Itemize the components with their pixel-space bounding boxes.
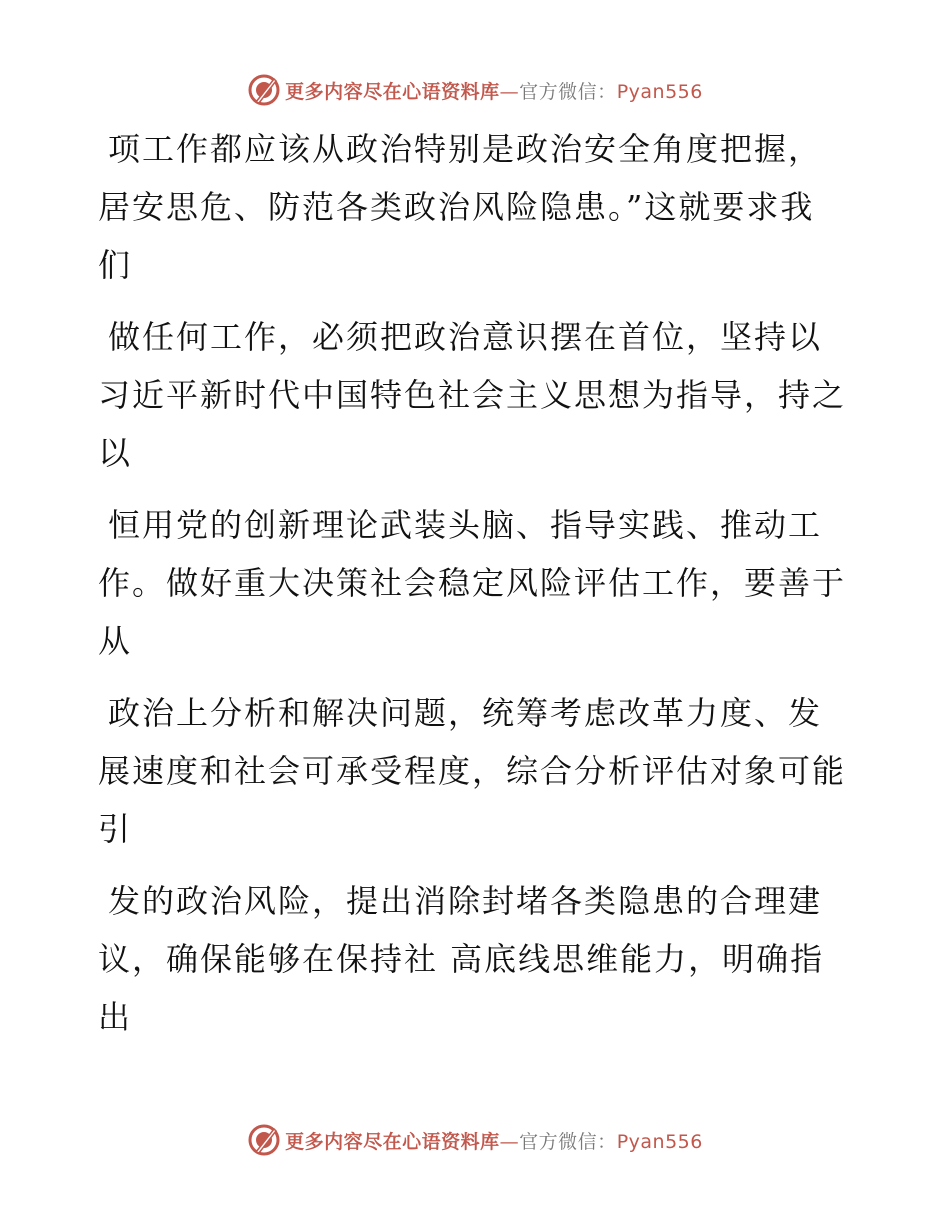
- header-contact-label: 官方微信：: [519, 80, 617, 103]
- footer-contact-id: Pyan556: [616, 1130, 703, 1153]
- paragraph-3: [98, 496, 858, 670]
- paragraph-1: [98, 120, 858, 294]
- text-line: 做任何工作，必须把政治意识摆在首位，坚持以: [108, 318, 823, 356]
- quill-pen-logo-icon: [247, 73, 281, 107]
- paragraph-2: [98, 308, 858, 482]
- text-line: 作。做好重大决策社会稳定风险评估工作，要善于: [98, 564, 847, 602]
- footer-brand-text: 更多内容尽在心语资料库: [285, 1130, 500, 1153]
- paragraph-5: [98, 872, 858, 1046]
- text-line: 从: [98, 622, 133, 660]
- footer-contact-label: 官方微信：: [519, 1130, 617, 1153]
- text-line: 议，确保能够在保持社 高底线思维能力，明确指: [98, 940, 825, 978]
- text-line: 展速度和社会可承受程度，综合分析评估对象可能: [98, 752, 847, 790]
- paragraph-4: [98, 684, 858, 858]
- text-line: 引: [98, 810, 133, 848]
- header-contact-id: Pyan556: [616, 80, 703, 103]
- footer-separator: —: [499, 1130, 520, 1153]
- footer-banner: [0, 1120, 950, 1160]
- text-line: 们: [98, 246, 133, 284]
- text-line: 习近平新时代中国特色社会主义思想为指导，持之: [98, 376, 847, 414]
- text-line: 恒用党的创新理论武装头脑、指导实践、推动工: [108, 506, 823, 544]
- text-line: 出: [98, 998, 133, 1036]
- header-brand-text: 更多内容尽在心语资料库: [285, 80, 500, 103]
- text-line: 政治上分析和解决问题，统筹考虑改革力度、发: [108, 694, 823, 732]
- text-line: 居安思危、防范各类政治风险隐患。”这就要求我: [98, 188, 815, 226]
- header-banner: [0, 70, 950, 110]
- text-line: 项工作都应该从政治特别是政治安全角度把握，: [108, 130, 823, 168]
- text-line: 以: [98, 434, 133, 472]
- quill-pen-logo-icon: [247, 1123, 281, 1157]
- document-body: [98, 120, 858, 1060]
- header-separator: —: [499, 80, 520, 103]
- footer-text: [285, 1127, 703, 1154]
- header-text: [285, 77, 703, 104]
- text-line: 发的政治风险，提出消除封堵各类隐患的合理建: [108, 882, 823, 920]
